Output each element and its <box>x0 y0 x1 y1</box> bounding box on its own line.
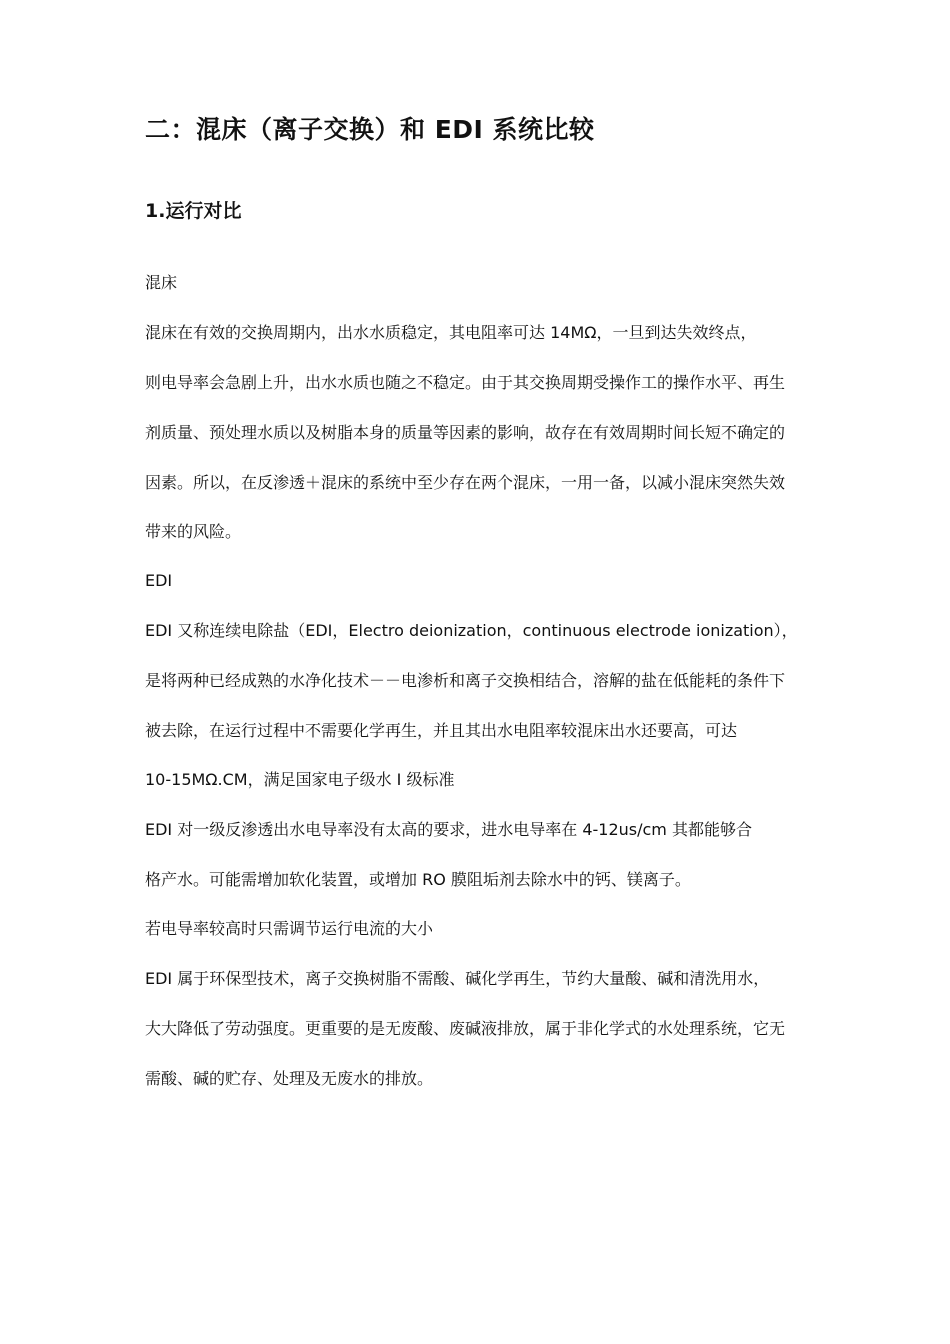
paragraph-line: 混床在有效的交换周期内，出水水质稳定，其电阻率可达 14MΩ，一旦到达失效终点， <box>145 323 757 342</box>
paragraph-line: 则电导率会急剧上升，出水水质也随之不稳定。由于其交换周期受操作工的操作水平、再生 <box>145 373 786 392</box>
paragraph-line: 带来的风险。 <box>145 522 242 541</box>
paragraph-line: EDI 属于环保型技术，离子交换树脂不需酸、碱化学再生，节约大量酸、碱和清洗用水， <box>145 969 770 988</box>
paragraph-line: 若电导率较高时只需调节运行电流的大小 <box>145 919 434 938</box>
document-title: 二：混床（离子交换）和 EDI 系统比较 <box>145 115 595 144</box>
edi-label: EDI <box>145 571 173 590</box>
paragraph-line: 格产水。可能需增加软化装置，或增加 RO 膜阻垢剂去除水中的钙、镁离子。 <box>145 870 691 889</box>
paragraph-line: 被去除，在运行过程中不需要化学再生，并且其出水电阻率较混床出水还要高，可达 <box>145 721 738 740</box>
paragraph-line: 是将两种已经成熟的水净化技术－－电渗析和离子交换相结合，溶解的盐在低能耗的条件下 <box>145 671 786 690</box>
mixed-bed-label: 混床 <box>145 273 178 292</box>
paragraph-line: EDI 又称连续电除盐（EDI，Electro deionization，continuous electrode ionization）， <box>145 621 798 640</box>
paragraph-line: 10-15MΩ.CM，满足国家电子级水 I 级标准 <box>145 770 455 789</box>
paragraph-line: 需酸、碱的贮存、处理及无废水的排放。 <box>145 1069 434 1088</box>
section-heading-operation-comparison: 1.运行对比 <box>145 200 242 222</box>
paragraph-line: EDI 对一级反渗透出水电导率没有太高的要求，进水电导率在 4-12us/cm 其都能够合 <box>145 820 752 839</box>
paragraph-line: 剂质量、预处理水质以及树脂本身的质量等因素的影响，故存在有效周期时间长短不确定的 <box>145 423 786 442</box>
paragraph-line: 因素。所以，在反渗透＋混床的系统中至少存在两个混床，一用一备，以减小混床突然失效 <box>145 473 786 492</box>
paragraph-line: 大大降低了劳动强度。更重要的是无废酸、废碱液排放，属于非化学式的水处理系统，它无 <box>145 1019 786 1038</box>
